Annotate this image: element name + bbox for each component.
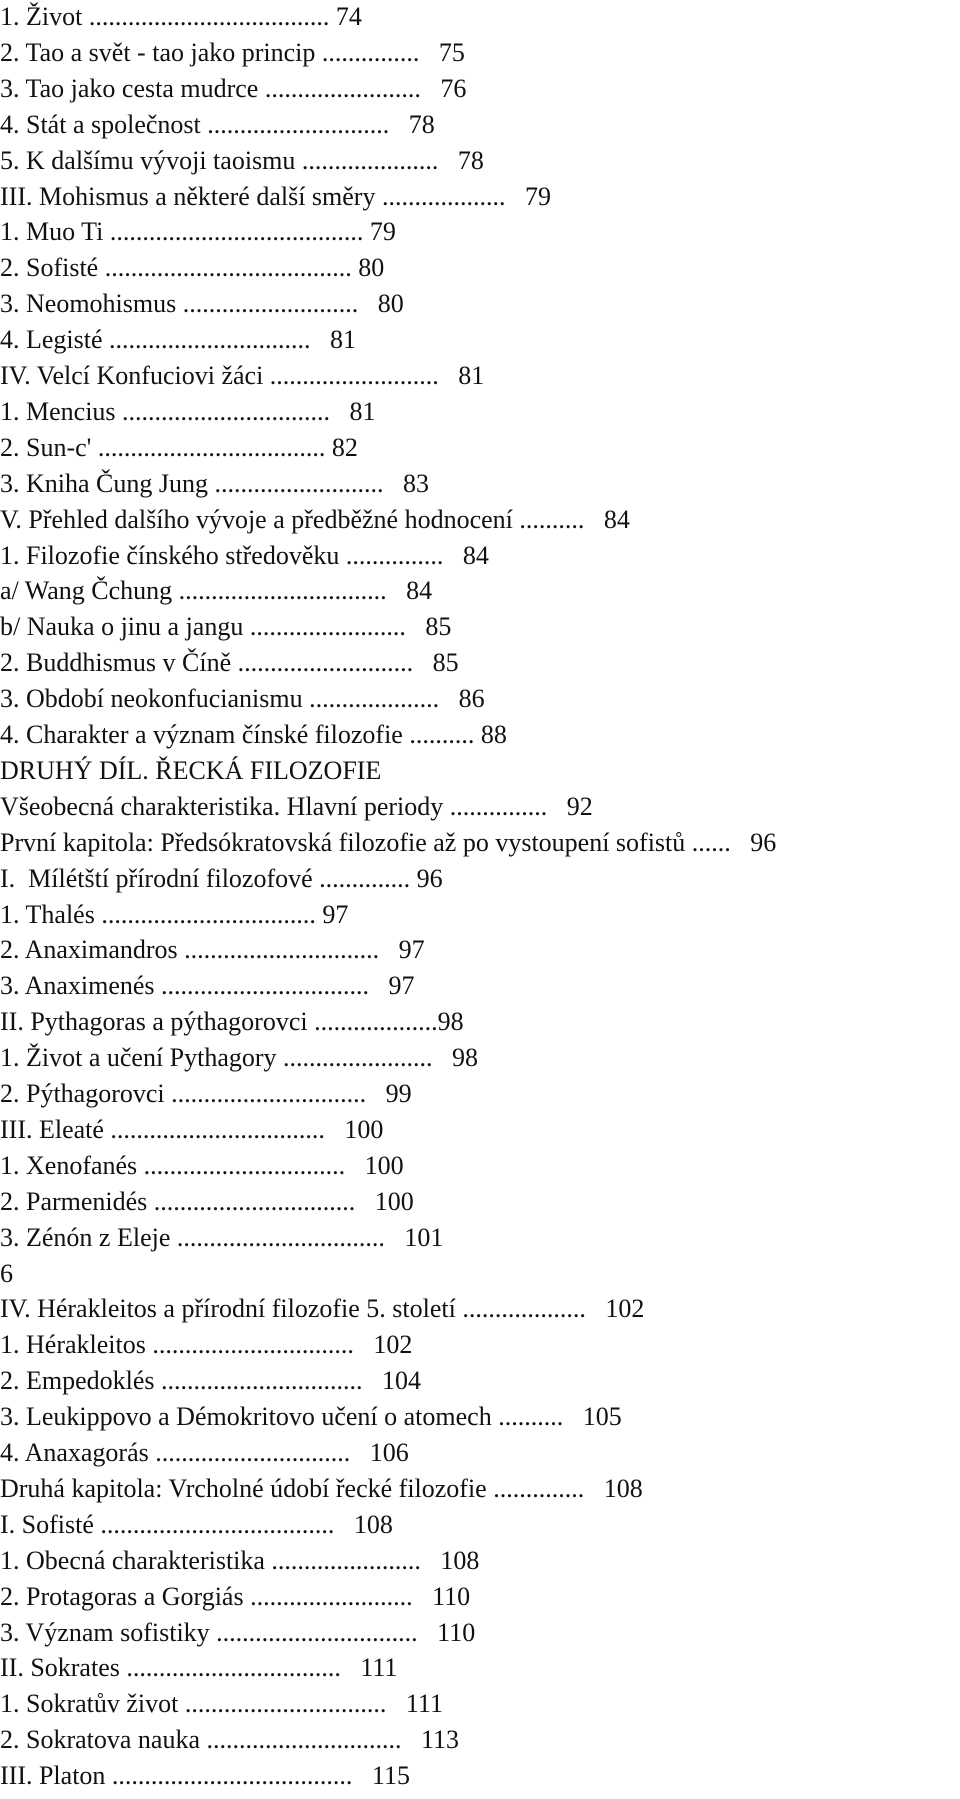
toc-entry: 2. Protagoras a Gorgiás ......................... 110 (0, 1581, 471, 1611)
toc-entry: 4. Stát a společnost ............................ 78 (0, 109, 435, 139)
toc-entry: 4. Anaxagorás .............................. 106 (0, 1438, 409, 1467)
toc-entry: 3. Význam sofistiky ............................... 110 (0, 1617, 476, 1647)
toc-entry: 2. Anaximandros .............................. 97 (0, 935, 425, 965)
toc-entry: 3. Leukippovo a Démokritovo učení o atomech .......... 105 (0, 1402, 622, 1432)
toc-entry: 2. Sun-c' ................................... 82 (0, 432, 358, 462)
toc-entry: 1. Xenofanés ............................... 100 (0, 1150, 404, 1180)
toc-entry: III. Eleaté ................................. 100 (0, 1114, 384, 1144)
toc-entry: 1. Thalés ................................. 97 (0, 899, 349, 929)
toc-entry: 2. Parmenidés ............................... 100 (0, 1186, 414, 1216)
toc-entry: a/ Wang Čchung ................................ 84 (0, 576, 433, 606)
toc-entry: III. Platon ..................................... 115 (0, 1761, 410, 1791)
toc-entry: 2. Empedoklés ............................... 104 (0, 1366, 422, 1396)
toc-entry: 3. Anaximenés ................................ 97 (0, 971, 415, 1001)
toc-entry: 4. Legisté ............................... 81 (0, 325, 357, 355)
toc-entry: První kapitola: Předsókratovská filozofie až po vystoupení sofistů ...... 96 (0, 827, 777, 857)
toc-entry: I. Mílétští přírodní filozofové .............. 96 (0, 863, 443, 893)
toc-entry: 1. Filozofie čínského středověku ............... 84 (0, 540, 489, 570)
toc-entry: 2. Tao a svět - tao jako princip ............... 75 (0, 37, 465, 67)
toc-entry: 2. Sokratova nauka .............................. 113 (0, 1725, 460, 1755)
toc-entry: 1. Muo Ti ....................................... 79 (0, 217, 396, 247)
toc-entry: 5. K dalšímu vývoji taoismu ..................... 78 (0, 145, 484, 175)
toc-entry: Všeobecná charakteristika. Hlavní periody ............... 92 (0, 791, 593, 821)
toc-entry: 2. Buddhismus v Číně ........................... 85 (0, 648, 459, 678)
toc-entry: 3. Období neokonfucianismu .................... 86 (0, 684, 485, 714)
toc-entry: 2. Pýthagorovci .............................. 99 (0, 1079, 412, 1108)
toc-entry: 6 (0, 1258, 13, 1288)
toc-entry: II. Pythagoras a pýthagorovci ...................98 (0, 1007, 464, 1037)
toc-entry: II. Sokrates ................................. 111 (0, 1653, 398, 1683)
toc-entry: 1. Obecná charakteristika ....................... 108 (0, 1545, 480, 1575)
toc-entry: 2. Sofisté ...................................... 80 (0, 253, 385, 283)
toc-entry: 1. Sokratův život ............................... 111 (0, 1689, 443, 1719)
toc-entry: V. Přehled dalšího vývoje a předběžné hodnocení .......... 84 (0, 504, 630, 534)
toc-entry: DRUHÝ DÍL. ŘECKÁ FILOZOFIE (0, 755, 382, 785)
toc-entry: 4. Charakter a význam čínské filozofie .......... 88 (0, 720, 507, 749)
toc-entry: Druhá kapitola: Vrcholné údobí řecké filozofie .............. 108 (0, 1473, 643, 1503)
toc-entry: IV. Hérakleitos a přírodní filozofie 5. století ................... 102 (0, 1294, 645, 1324)
toc-entry: 3. Kniha Čung Jung .......................... 83 (0, 468, 429, 498)
toc-entry: I. Sofisté .................................... 108 (0, 1509, 393, 1539)
toc-entry: 1. Hérakleitos ............................... 102 (0, 1330, 413, 1360)
toc-entry: 3. Zénón z Eleje ................................ 101 (0, 1222, 444, 1252)
toc-entry: III. Mohismus a některé další směry ................... 79 (0, 181, 551, 211)
toc-entry: IV. Velcí Konfuciovi žáci .......................... 81 (0, 361, 485, 390)
toc-entry: 3. Neomohismus ........................... 80 (0, 289, 404, 319)
toc-entry: 1. Mencius ................................ 81 (0, 396, 376, 426)
toc-entry: 1. Život ..................................... 74 (0, 2, 362, 31)
toc-entry: b/ Nauka o jinu a jangu ........................ 85 (0, 612, 452, 642)
toc-entry: 1. Život a učení Pythagory ....................... 98 (0, 1043, 479, 1073)
toc-entry: 3. Tao jako cesta mudrce ........................ 76 (0, 73, 467, 103)
